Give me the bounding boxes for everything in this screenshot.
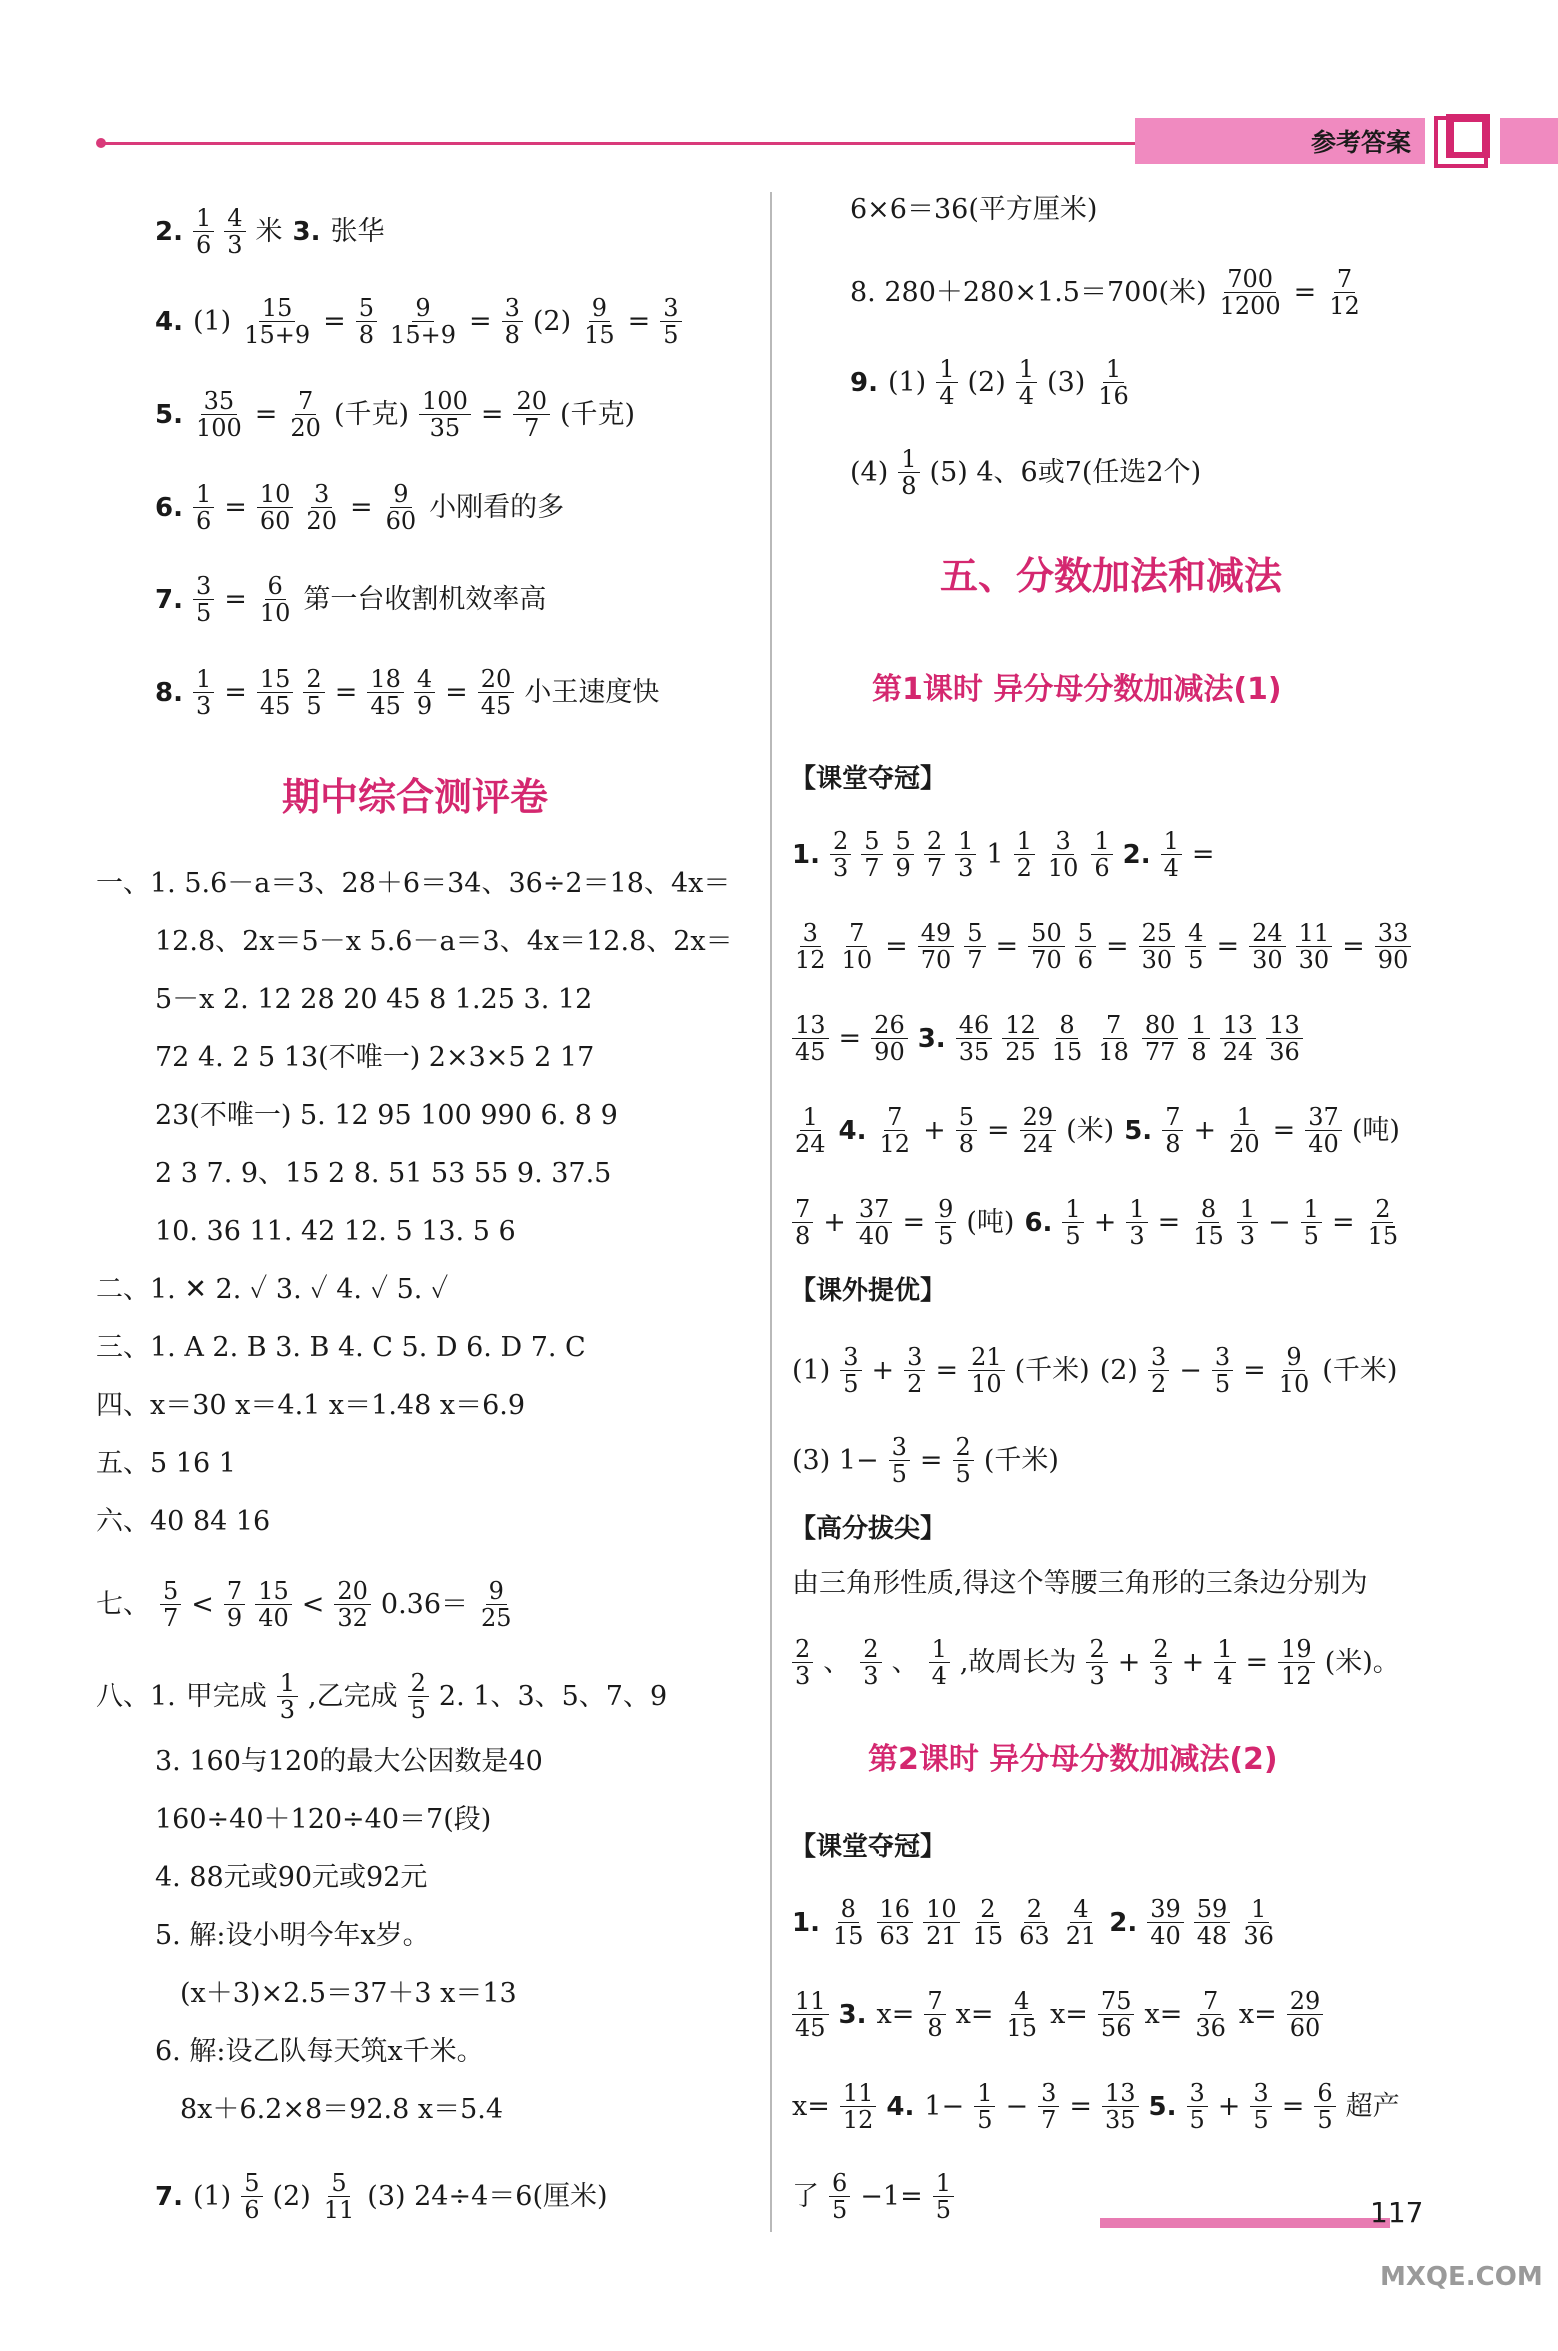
item-number: 7. [155, 2181, 183, 2212]
operator: = [935, 1354, 959, 1386]
sub-number: (2) [272, 2180, 311, 2212]
answer-row [792, 1196, 1411, 1249]
section-tag: 【课堂夺冠】 [790, 1832, 947, 1862]
fraction: $\frac{2}{15}$ [972, 1895, 1004, 1950]
fraction: $\frac{3}{5}$ [840, 1344, 861, 1397]
fraction: $\frac{13}{45}$ [792, 1012, 829, 1065]
sub-number: (2) [1099, 1354, 1138, 1386]
fraction: $\frac{80}{77}$ [1142, 1012, 1179, 1065]
unit: (吨) [1351, 1114, 1400, 1146]
fraction: $\frac{1}{5}$ [1062, 1196, 1083, 1249]
operator: = [838, 1022, 862, 1054]
header-tab-end [1500, 118, 1558, 164]
fraction: $\frac{12}{25}$ [1002, 1012, 1039, 1065]
fraction: $\frac{26}{90}$ [871, 1012, 908, 1065]
item-number: 2. [1109, 1907, 1138, 1938]
fraction: $\frac{1}{24}$ [795, 1103, 826, 1158]
fraction: $\frac{3}{5}$ [660, 295, 681, 348]
text-line: 由三角形性质,得这个等腰三角形的三条边分别为 [792, 1568, 1368, 1599]
answer-row [155, 205, 395, 258]
header-logo-icon [1432, 110, 1494, 172]
fraction: $\frac{2}{63}$ [1019, 1895, 1050, 1950]
fraction: $\frac{7}{10}$ [841, 919, 873, 974]
answer-row [96, 1578, 525, 1631]
sub-number: (1) [887, 366, 927, 398]
fraction: $\frac{2}{5}$ [953, 1434, 974, 1487]
fraction: $\frac{1}{3}$ [1237, 1196, 1258, 1249]
fraction: $\frac{1}{5}$ [1301, 1196, 1322, 1249]
fraction: $\frac{11}{30}$ [1296, 920, 1333, 973]
answer-text: −1= [860, 2180, 923, 2212]
text-line: 4. 88元或90元或92元 [155, 1862, 428, 1893]
fraction: $\frac{5}{7}$ [861, 828, 882, 881]
fraction: $\frac{1}{4}$ [1214, 1636, 1235, 1689]
fraction: $\frac{29}{24}$ [1020, 1104, 1057, 1157]
sub-number: (2) [532, 305, 572, 337]
text-line: 5－x 2. 12 28 20 45 8 1.25 3. 12 [155, 984, 593, 1015]
fraction: $\frac{15}{45}$ [257, 666, 294, 719]
fraction: $\frac{9}{60}$ [385, 480, 417, 535]
variable: x= [792, 2090, 830, 2122]
unit: (千米) [1322, 1354, 1398, 1386]
answer-row [850, 266, 1373, 319]
item-number: 七、 [96, 1588, 150, 1620]
fraction: $\frac{3}{7}$ [1038, 2080, 1059, 2133]
answer-row [792, 1988, 1333, 2041]
fraction: $\frac{7}{9}$ [224, 1578, 245, 1631]
text-line: 6×6＝36(平方厘米) [850, 194, 1098, 225]
operator: = [986, 1114, 1010, 1146]
fraction: $\frac{5}{8}$ [956, 1104, 977, 1157]
unit: (千米) [983, 1444, 1059, 1476]
answer-row [155, 388, 645, 441]
text-line: 六、40 84 16 [96, 1506, 271, 1537]
sub-number: (3) [1047, 366, 1086, 398]
operator: = [1069, 2090, 1092, 2122]
text-line: 3. 160与120的最大公因数是40 [155, 1746, 543, 1777]
section-title: 五、分数加法和减法 [940, 554, 1283, 598]
answer-text: 1 [986, 838, 1004, 870]
answer-row [155, 295, 692, 348]
fraction: $\frac{100}{35}$ [419, 388, 471, 441]
answer-text: 甲完成 [185, 1680, 267, 1712]
fraction: $\frac{4}{15}$ [1006, 1987, 1038, 2042]
unit: (千克) [333, 398, 410, 430]
operator: + [871, 1354, 895, 1386]
fraction: $\frac{1}{3}$ [193, 666, 214, 719]
operator: = [224, 491, 247, 523]
answer-row [792, 828, 1225, 881]
operator: = [1342, 930, 1365, 962]
answer-row [155, 666, 669, 719]
text-line: 8x＋6.2×8＝92.8 x＝5.4 [180, 2094, 504, 2125]
fraction: $\frac{8}{15}$ [832, 1895, 864, 1950]
watermark: MXQE.COM [1380, 2262, 1543, 2292]
fraction: $\frac{2}{3}$ [1086, 1636, 1107, 1689]
fraction: $\frac{7}{36}$ [1195, 1987, 1226, 2042]
variable: x= [955, 1998, 994, 2030]
fraction: $\frac{3}{5}$ [1212, 1344, 1233, 1397]
item-number: 八、1. [96, 1680, 176, 1712]
fraction: $\frac{50}{70}$ [1028, 920, 1065, 973]
header-rule [100, 142, 1140, 145]
fraction: $\frac{3}{8}$ [502, 295, 523, 348]
answer-row [155, 573, 556, 626]
fraction: $\frac{7}{8}$ [924, 1988, 945, 2041]
fraction: $\frac{3}{10}$ [1047, 827, 1079, 882]
item-number: 1. [792, 1907, 820, 1938]
unit: (千克) [560, 398, 636, 430]
item-number: 2. [155, 216, 183, 247]
fraction: $\frac{10}{60}$ [257, 481, 294, 534]
fraction: $\frac{2}{3}$ [792, 1636, 813, 1689]
operator: < [301, 1588, 325, 1620]
fraction: $\frac{1}{6}$ [1091, 828, 1112, 881]
header-tab [1135, 118, 1425, 164]
fraction: $\frac{4}{5}$ [1185, 920, 1206, 973]
fraction: $\frac{3}{5}$ [1187, 2080, 1208, 2133]
fraction: $\frac{5}{6}$ [241, 2170, 262, 2223]
fraction: $\frac{75}{56}$ [1098, 1988, 1135, 2041]
answer-row [792, 2080, 1410, 2133]
operator: = [1106, 930, 1129, 962]
answer-text: 超产 [1345, 2090, 1400, 2122]
fraction: $\frac{6}{5}$ [1314, 2080, 1335, 2133]
answer-row [792, 1012, 1313, 1065]
answer-row [155, 2170, 618, 2223]
fraction: $\frac{8}{15}$ [1193, 1195, 1224, 1250]
text-line: 23(不唯一) 5. 12 95 100 990 6. 8 9 [155, 1100, 618, 1131]
variable: x= [1238, 1998, 1277, 2030]
answer-text: 张华 [330, 215, 385, 247]
fraction: $\frac{1}{6}$ [193, 205, 214, 258]
operator: = [224, 583, 247, 615]
operator: = [1157, 1206, 1181, 1238]
fraction: $\frac{1}{16}$ [1098, 355, 1129, 410]
fraction: $\frac{6}{10}$ [259, 572, 291, 627]
text-line: 2 3 7. 9、15 2 8. 51 53 55 9. 37.5 [155, 1158, 612, 1189]
fraction: $\frac{3}{5}$ [193, 573, 214, 626]
unit: (米) [1066, 1114, 1115, 1146]
footer-bar [1100, 2218, 1390, 2228]
fraction: $\frac{4}{9}$ [414, 666, 435, 719]
text-line: 72 4. 2 5 13(不唯一) 2×3×5 2 17 [155, 1042, 595, 1073]
fraction: $\frac{33}{90}$ [1375, 920, 1412, 973]
fraction: $\frac{3}{20}$ [306, 480, 337, 535]
fraction: $\frac{2}{3}$ [830, 828, 851, 881]
fraction: $\frac{4}{3}$ [224, 205, 245, 258]
unit: (米)。 [1324, 1646, 1400, 1678]
item-number: 6. [1024, 1207, 1053, 1238]
fraction: $\frac{1}{36}$ [1243, 1895, 1274, 1950]
fraction: $\frac{18}{45}$ [367, 666, 404, 719]
fraction: $\frac{49}{70}$ [918, 920, 955, 973]
fraction: $\frac{21}{10}$ [968, 1344, 1005, 1397]
sub-number: (1) [792, 1354, 831, 1386]
fraction: $\frac{2}{5}$ [408, 1670, 429, 1723]
fraction: $\frac{25}{30}$ [1139, 920, 1176, 973]
fraction: $\frac{9}{15}$ [584, 294, 615, 349]
answer-row [792, 1636, 1410, 1689]
fraction: $\frac{20}{45}$ [478, 666, 515, 719]
item-number: 5. [155, 399, 183, 430]
item-number: 3. [917, 1023, 946, 1054]
answer-text: 1− [924, 2090, 965, 2122]
answer-text: ,乙完成 [308, 1680, 398, 1712]
operator: = [995, 930, 1019, 962]
answer-row [792, 920, 1421, 973]
operator: + [823, 1206, 846, 1238]
fraction: $\frac{1}{4}$ [1016, 356, 1037, 409]
answer-row [850, 356, 1142, 409]
answer-text: (3) 1− [792, 1444, 879, 1476]
fraction: $\frac{24}{30}$ [1249, 920, 1286, 973]
fraction: $\frac{29}{60}$ [1287, 1988, 1324, 2041]
text-line: 四、x＝30 x＝4.1 x＝1.48 x＝6.9 [96, 1390, 526, 1421]
item-number: 8. [155, 677, 183, 708]
item-number: 7. [155, 584, 183, 615]
operator: − [1179, 1354, 1202, 1386]
fraction: $\frac{1}{8}$ [898, 446, 919, 499]
text-line: 二、1. ✕ 2. ✓ 3. ✓ 4. ✓ 5. ✓ [96, 1274, 449, 1305]
operator: = [445, 676, 468, 708]
fraction: $\frac{16}{63}$ [877, 1896, 914, 1949]
fraction: $\frac{1}{6}$ [193, 481, 214, 534]
fraction: $\frac{5}{8}$ [356, 295, 377, 348]
item-number: 6. [155, 492, 183, 523]
operator: + [1217, 2090, 1241, 2122]
operator: = [480, 398, 504, 430]
fraction: $\frac{1}{20}$ [1229, 1103, 1260, 1158]
fraction: $\frac{3}{2}$ [904, 1344, 925, 1397]
operator: = [1216, 930, 1240, 962]
section-title: 期中综合测评卷 [282, 775, 549, 819]
operator: = [1281, 2090, 1305, 2122]
operator: + [1117, 1646, 1141, 1678]
fraction: $\frac{2}{15}$ [1367, 1195, 1399, 1250]
section-tag: 【课堂夺冠】 [790, 764, 947, 794]
answer-row [155, 481, 574, 534]
fraction: $\frac{15}{40}$ [255, 1578, 292, 1631]
answer-text: 2. 1、3、5、7、9 [438, 1680, 668, 1712]
fraction: $\frac{700}{1200}$ [1219, 265, 1281, 320]
fraction: $\frac{7}{18}$ [1098, 1011, 1129, 1066]
fraction: $\frac{5}{9}$ [893, 828, 914, 881]
page-number: 117 [1370, 2196, 1424, 2229]
operator: = [1191, 838, 1215, 870]
answer-row [850, 446, 1211, 499]
answer-row [96, 1670, 677, 1723]
operator: + [1193, 1114, 1217, 1146]
fraction: $\frac{7}{12}$ [1329, 265, 1360, 320]
answer-row [792, 1344, 1407, 1397]
column-divider [770, 192, 772, 2232]
operator: = [1243, 1354, 1266, 1386]
item-number: 4. [886, 2091, 915, 2122]
sub-number: (4) [850, 456, 889, 488]
item-number: 2. [1122, 839, 1151, 870]
fraction: $\frac{3}{5}$ [889, 1434, 910, 1487]
fraction: $\frac{20}{7}$ [513, 388, 550, 441]
fraction: $\frac{5}{6}$ [1075, 920, 1096, 973]
fraction: $\frac{3}{5}$ [1250, 2080, 1271, 2133]
fraction: $\frac{7}{12}$ [879, 1103, 911, 1158]
fraction: $\frac{5}{7}$ [160, 1578, 181, 1631]
fraction: $\frac{1}{2}$ [1014, 828, 1035, 881]
fraction: $\frac{59}{48}$ [1194, 1896, 1231, 1949]
fraction: $\frac{39}{40}$ [1147, 1896, 1184, 1949]
fraction: $\frac{1}{3}$ [955, 828, 976, 881]
fraction: $\frac{7}{8}$ [1162, 1104, 1183, 1157]
fraction: $\frac{7}{8}$ [792, 1196, 813, 1249]
lesson-title: 第1课时 异分母分数加减法(1) [872, 672, 1282, 707]
sub-number: (1) [192, 2180, 232, 2212]
sub-number: (1) [192, 305, 232, 337]
answer-row [792, 1434, 1069, 1487]
text-line: 12.8、2x＝5－x 5.6－a＝3、4x＝12.8、2x＝ [155, 926, 733, 957]
fraction: $\frac{1}{4}$ [929, 1636, 950, 1689]
operator: = [334, 676, 358, 708]
variable: x= [1050, 1998, 1088, 2030]
fraction: $\frac{1}{5}$ [974, 2080, 995, 2133]
text-line: (x＋3)×2.5＝37＋3 x＝13 [180, 1978, 517, 2009]
separator: 、 [823, 1646, 851, 1678]
answer-text: 8. 280＋280×1.5＝700(米) [850, 276, 1207, 308]
fraction: $\frac{3}{12}$ [795, 919, 826, 974]
operator: = [1272, 1114, 1296, 1146]
answer-text: 小王速度快 [524, 676, 660, 708]
fraction: $\frac{13}{24}$ [1220, 1012, 1257, 1065]
operator: = [224, 676, 247, 708]
fraction: $\frac{1}{4}$ [1161, 828, 1182, 881]
separator: 、 [891, 1646, 919, 1678]
fraction: $\frac{46}{35}$ [956, 1012, 993, 1065]
item-number: 4. [838, 1115, 867, 1146]
operator: − [1268, 1206, 1291, 1238]
operator: + [923, 1114, 946, 1146]
header-label: 参考答案 [1310, 128, 1411, 157]
fraction: $\frac{8}{15}$ [1051, 1011, 1083, 1066]
operator: = [468, 305, 492, 337]
fraction: $\frac{37}{40}$ [856, 1196, 893, 1249]
fraction: $\frac{2}{3}$ [1150, 1636, 1171, 1689]
fraction: $\frac{5}{7}$ [964, 920, 985, 973]
item-number: 1. [792, 839, 820, 870]
unit: (千米) [1014, 1354, 1090, 1386]
fraction: $\frac{10}{21}$ [923, 1896, 960, 1949]
fraction: $\frac{1}{3}$ [1126, 1196, 1147, 1249]
text-line: 五、5 16 1 [96, 1448, 236, 1479]
fraction: $\frac{13}{35}$ [1102, 2080, 1139, 2133]
fraction: $\frac{2}{3}$ [860, 1636, 881, 1689]
sub-number: (2) [967, 366, 1006, 398]
variable: x= [1144, 1998, 1183, 2030]
text-line: 160÷40＋120÷40＝7(段) [155, 1804, 492, 1835]
fraction: $\frac{5}{11}$ [323, 2169, 355, 2224]
operator: = [323, 305, 346, 337]
unit: (吨) [966, 1206, 1015, 1238]
fraction: $\frac{11}{12}$ [840, 2080, 877, 2133]
answer-text: 了 [792, 2180, 819, 2212]
item-number: 9. [850, 367, 878, 398]
operator: = [919, 1444, 943, 1476]
operator: = [627, 305, 651, 337]
text-line: 10. 36 11. 42 12. 5 13. 5 6 [155, 1216, 516, 1247]
answer-text: 小刚看的多 [429, 491, 565, 523]
variable: x= [876, 1998, 915, 2030]
fraction: $\frac{20}{32}$ [334, 1578, 371, 1631]
answer-text: 0.36＝ [380, 1588, 469, 1620]
fraction: $\frac{1}{8}$ [1188, 1012, 1209, 1065]
answer-row [792, 1104, 1410, 1157]
operator: = [902, 1206, 926, 1238]
text-line: 5. 解:设小明今年x岁。 [155, 1920, 430, 1951]
operator: = [1293, 276, 1317, 308]
operator: = [254, 398, 278, 430]
fraction: $\frac{15}{15+9}$ [244, 294, 311, 349]
fraction: $\frac{19}{12}$ [1278, 1636, 1315, 1689]
fraction: $\frac{3}{2}$ [1148, 1344, 1169, 1397]
text-line: 6. 解:设乙队每天筑x千米。 [155, 2036, 484, 2067]
fraction: $\frac{6}{5}$ [829, 2170, 850, 2223]
fraction: $\frac{9}{10}$ [1278, 1343, 1310, 1398]
answer-row [792, 1896, 1287, 1949]
section-tag: 【高分拔尖】 [790, 1514, 947, 1544]
fraction: $\frac{9}{25}$ [481, 1577, 512, 1632]
operator: = [1245, 1646, 1269, 1678]
fraction: $\frac{9}{5}$ [935, 1196, 956, 1249]
item-number: 5. [1148, 2091, 1177, 2122]
item-number: 4. [155, 306, 183, 337]
fraction: $\frac{1}{3}$ [277, 1670, 298, 1723]
fraction: $\frac{37}{40}$ [1305, 1104, 1342, 1157]
lesson-title: 第2课时 异分母分数加减法(2) [868, 1742, 1278, 1777]
answer-text: 第一台收割机效率高 [303, 583, 547, 615]
operator: + [1181, 1646, 1205, 1678]
operator: = [1331, 1206, 1355, 1238]
operator: < [191, 1588, 214, 1620]
fraction: $\frac{1}{5}$ [933, 2170, 954, 2223]
fraction: $\frac{11}{45}$ [792, 1988, 829, 2041]
operator: = [885, 930, 908, 962]
text-line: 一、1. 5.6－a＝3、28＋6＝34、36÷2＝18、4x＝ [96, 868, 731, 899]
fraction: $\frac{7}{20}$ [290, 387, 321, 442]
fraction: $\frac{2}{7}$ [924, 828, 945, 881]
answer-row [792, 2170, 964, 2223]
fraction: $\frac{4}{21}$ [1065, 1895, 1097, 1950]
fraction: $\frac{13}{36}$ [1266, 1012, 1303, 1065]
fraction: $\frac{2}{5}$ [303, 666, 324, 719]
text-line: 三、1. A 2. B 3. B 4. C 5. D 6. D 7. C [96, 1332, 586, 1363]
item-number: 3. [838, 1999, 867, 2030]
fraction: $\frac{35}{100}$ [195, 387, 242, 442]
operator: + [1093, 1206, 1117, 1238]
answer-text: ,故周长为 [959, 1646, 1077, 1678]
answer-text: (3) 24÷4＝6(厘米) [367, 2180, 608, 2212]
operator: − [1005, 2090, 1029, 2122]
fraction: $\frac{1}{4}$ [936, 356, 957, 409]
answer-text: (5) 4、6或7(任选2个) [929, 456, 1202, 488]
item-number: 5. [1124, 1115, 1153, 1146]
item-number: 3. [292, 216, 321, 247]
section-tag: 【课外提优】 [790, 1276, 947, 1306]
operator: = [349, 491, 373, 523]
unit: 米 [255, 215, 283, 247]
fraction: $\frac{9}{15+9}$ [390, 294, 456, 349]
